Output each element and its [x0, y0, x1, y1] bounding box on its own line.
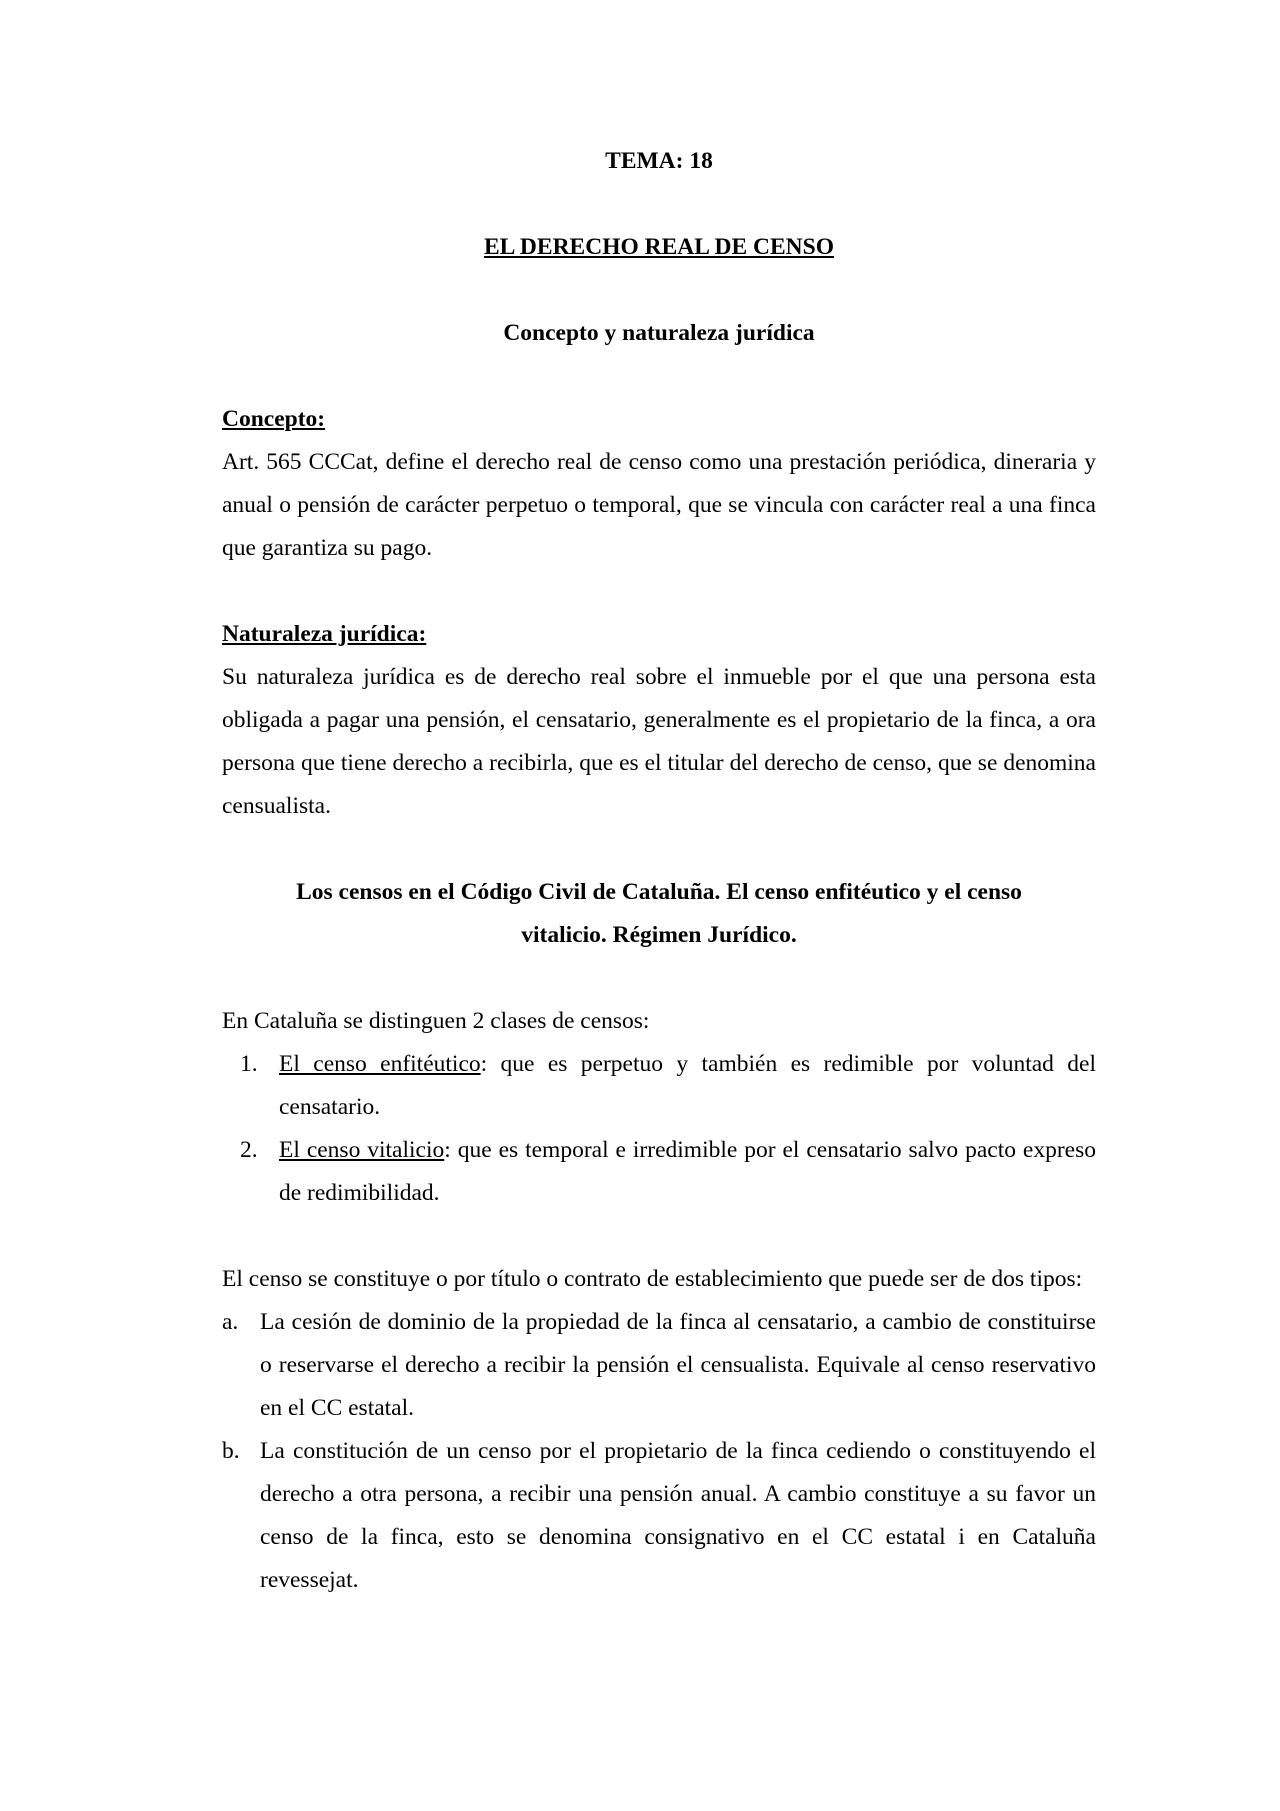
tipos-list — [222, 1301, 1096, 1602]
tema-label: TEMA: 18 — [605, 148, 713, 174]
clases-list — [222, 1043, 1096, 1215]
section-title-censos-cataluna: Los censos en el Código Civil de Cataluña. El censo enfitéutico y el censo vitalicio. Régimen Jurídico. — [296, 879, 1022, 948]
naturaleza-paragraph: Su naturaleza jurídica es de derecho real sobre el inmueble por el que una persona esta obligada a pagar una pensión, el censatario, generalmente es el propietario de la finca, a ora persona que tiene derecho a recibirla, que es el titular del derecho de censo, que se denomina censualista. — [222, 664, 1096, 819]
list-item-text: La constitución de un censo por el propietario de la finca cediendo o constituyendo el derecho a otra persona, a recibir una pensión anual. A cambio constituye a su favor un censo de la finca, esto se denomina consignativo en el CC estatal i en Cataluña revessejat. — [260, 1438, 1096, 1593]
concepto-heading: Concepto: — [222, 406, 326, 432]
clases-intro: En Cataluña se distinguen 2 clases de censos: — [222, 1008, 650, 1034]
document-title: EL DERECHO REAL DE CENSO — [484, 234, 834, 260]
section-title-concepto-naturaleza: Concepto y naturaleza jurídica — [503, 320, 815, 346]
list-item — [222, 1129, 1096, 1215]
list-item — [222, 1043, 1096, 1129]
constitucion-intro: El censo se constituye o por título o contrato de establecimiento que puede ser de dos tipos: — [222, 1266, 1083, 1292]
list-marker: 1. — [240, 1051, 258, 1077]
list-item-text: La cesión de dominio de la propiedad de la finca al censatario, a cambio de constituirse o reservarse el derecho a recibir la pensión el censualista. Equivale al censo reservativo en el CC estatal. — [260, 1309, 1096, 1421]
list-marker: 2. — [240, 1137, 258, 1163]
list-item-text: : que es temporal e irredimible por el censatario salvo pacto expreso de redimibilidad. — [279, 1137, 1096, 1206]
list-item-term: El censo vitalicio — [279, 1137, 445, 1163]
list-item — [222, 1430, 1096, 1602]
list-item — [222, 1301, 1096, 1430]
document-page — [222, 140, 1096, 1602]
list-item-term: El censo enfitéutico — [279, 1051, 481, 1077]
list-marker: b. — [222, 1438, 240, 1464]
list-item-text: : que es perpetuo y también es redimible por voluntad del censatario. — [279, 1051, 1097, 1120]
naturaleza-heading: Naturaleza jurídica: — [222, 621, 427, 647]
concepto-paragraph: Art. 565 CCCat, define el derecho real de censo como una prestación periódica, dineraria y anual o pensión de carácter perpetuo o temporal, que se vincula con carácter real a una finca que garantiza su pago. — [222, 449, 1096, 561]
list-marker: a. — [222, 1309, 239, 1335]
